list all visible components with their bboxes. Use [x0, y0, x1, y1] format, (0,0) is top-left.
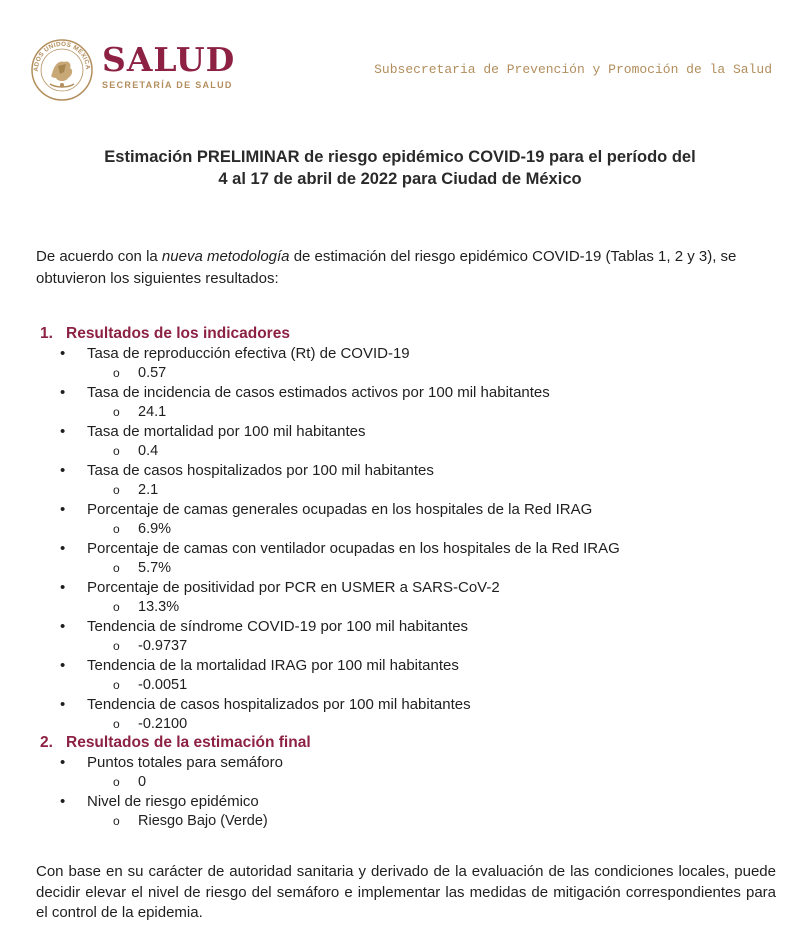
- document-title: [40, 146, 760, 190]
- indicator-label: Porcentaje de positividad por PCR en USMER a SARS-CoV-2: [87, 579, 500, 596]
- section-final-estimate: [40, 733, 780, 831]
- section-title: Resultados de la estimación final: [66, 734, 311, 751]
- intro-paragraph: [36, 246, 776, 290]
- result-value-row: [40, 812, 780, 832]
- brand: [102, 42, 235, 90]
- bullet-icon: •: [60, 754, 66, 771]
- sub-bullet-icon: o: [113, 482, 120, 497]
- sub-bullet-icon: o: [113, 638, 120, 653]
- result-label: Nivel de riesgo epidémico: [87, 793, 259, 810]
- indicator-value-row: [40, 637, 780, 657]
- indicator-item: [40, 500, 780, 520]
- bullet-icon: •: [60, 423, 66, 440]
- sub-bullet-icon: o: [113, 599, 120, 614]
- indicator-label: Tasa de reproducción efectiva (Rt) de COVID-19: [87, 345, 410, 362]
- sub-bullet-icon: o: [113, 677, 120, 692]
- sub-bullet-icon: o: [113, 521, 120, 536]
- indicator-value-row: [40, 715, 780, 735]
- indicator-value: 2.1: [138, 481, 159, 498]
- result-item: [40, 753, 780, 773]
- sub-bullet-icon: o: [113, 404, 120, 419]
- result-value-row: [40, 773, 780, 793]
- bullet-icon: •: [60, 618, 66, 635]
- result-value: 0: [138, 773, 147, 790]
- section-title: Resultados de los indicadores: [66, 325, 290, 342]
- sub-bullet-icon: o: [113, 365, 120, 380]
- sub-bullet-icon: o: [113, 443, 120, 458]
- sub-bullet-icon: o: [113, 560, 120, 575]
- indicator-value: 6.9%: [138, 520, 172, 537]
- section-heading: [40, 324, 780, 344]
- indicator-item: [40, 422, 780, 442]
- indicator-value: 0.4: [138, 442, 159, 459]
- indicator-label: Porcentaje de camas generales ocupadas en los hospitales de la Red IRAG: [87, 501, 593, 518]
- indicator-value: -0.0051: [138, 676, 188, 693]
- intro-before: De acuerdo con la: [36, 248, 162, 265]
- national-seal-icon: [30, 38, 94, 102]
- indicator-value: 24.1: [138, 403, 167, 420]
- section-heading: [40, 733, 780, 753]
- bullet-icon: •: [60, 462, 66, 479]
- risk-level-value: Riesgo Bajo (Verde): [138, 812, 268, 829]
- indicator-value-row: [40, 442, 780, 462]
- indicator-value-row: [40, 520, 780, 540]
- sub-bullet-icon: o: [113, 813, 120, 828]
- section-indicators: [40, 324, 780, 734]
- indicator-label: Tasa de incidencia de casos estimados activos por 100 mil habitantes: [87, 384, 550, 401]
- section-number: 2.: [40, 734, 53, 751]
- brand-subtitle: SECRETARÍA DE SALUD: [102, 80, 233, 90]
- indicator-item: [40, 695, 780, 715]
- bullet-icon: •: [60, 540, 66, 557]
- indicator-label: Tendencia de síndrome COVID-19 por 100 mil habitantes: [87, 618, 469, 635]
- letterhead: [0, 0, 800, 110]
- indicator-value: 13.3%: [138, 598, 180, 615]
- indicator-label: Tendencia de casos hospitalizados por 100 mil habitantes: [87, 696, 471, 713]
- indicator-value: 0.57: [138, 364, 167, 381]
- bullet-icon: •: [60, 579, 66, 596]
- result-item: [40, 792, 780, 812]
- indicator-label: Porcentaje de camas con ventilador ocupadas en los hospitales de la Red IRAG: [87, 540, 620, 557]
- indicator-value-row: [40, 598, 780, 618]
- indicator-item: [40, 656, 780, 676]
- indicator-item: [40, 539, 780, 559]
- bullet-icon: •: [60, 696, 66, 713]
- brand-name: SALUD: [102, 40, 236, 79]
- indicator-value-row: [40, 481, 780, 501]
- indicator-value: 5.7%: [138, 559, 172, 576]
- section-number: 1.: [40, 325, 53, 342]
- bullet-icon: •: [60, 384, 66, 401]
- sub-bullet-icon: o: [113, 716, 120, 731]
- indicator-value-row: [40, 676, 780, 696]
- title-line-1: Estimación PRELIMINAR de riesgo epidémico COVID-19 para el período del: [104, 148, 696, 166]
- bullet-icon: •: [60, 793, 66, 810]
- indicator-item: [40, 344, 780, 364]
- indicator-value-row: [40, 403, 780, 423]
- indicator-value: -0.9737: [138, 637, 188, 654]
- result-label: Puntos totales para semáforo: [87, 754, 283, 771]
- intro-emphasis: nueva metodología: [161, 248, 290, 265]
- indicator-item: [40, 461, 780, 481]
- title-line-2: 4 al 17 de abril de 2022 para Ciudad de México: [218, 170, 582, 188]
- bullet-icon: •: [60, 657, 66, 674]
- bullet-icon: •: [60, 501, 66, 518]
- indicator-item: [40, 383, 780, 403]
- indicator-item: [40, 617, 780, 637]
- closing-paragraph: Con base en su carácter de autoridad sanitaria y derivado de la evaluación de las condiciones locales, puede decidir elevar el nivel de riesgo del semáforo e implementar las medidas de mitigación correspondientes para el control de la epidemia.: [36, 863, 776, 921]
- indicator-label: Tasa de casos hospitalizados por 100 mil habitantes: [87, 462, 434, 479]
- indicator-item: [40, 578, 780, 598]
- indicator-value-row: [40, 364, 780, 384]
- sub-bullet-icon: o: [113, 774, 120, 789]
- seal-arc-text: ADOS UNIDOS MEXICA: [32, 40, 92, 72]
- indicator-label: Tendencia de la mortalidad IRAG por 100 mil habitantes: [87, 657, 459, 674]
- bullet-icon: •: [60, 345, 66, 362]
- intro-after: de estimación del riesgo epidémico COVID-19 (Tablas 1, 2 y 3), se obtuvieron los siguientes resultados:: [36, 248, 737, 287]
- indicator-value: -0.2100: [138, 715, 188, 732]
- subsecretaria-label: Subsecretaria de Prevención y Promoción de la Salud: [374, 62, 772, 77]
- indicator-label: Tasa de mortalidad por 100 mil habitantes: [87, 423, 366, 440]
- indicator-value-row: [40, 559, 780, 579]
